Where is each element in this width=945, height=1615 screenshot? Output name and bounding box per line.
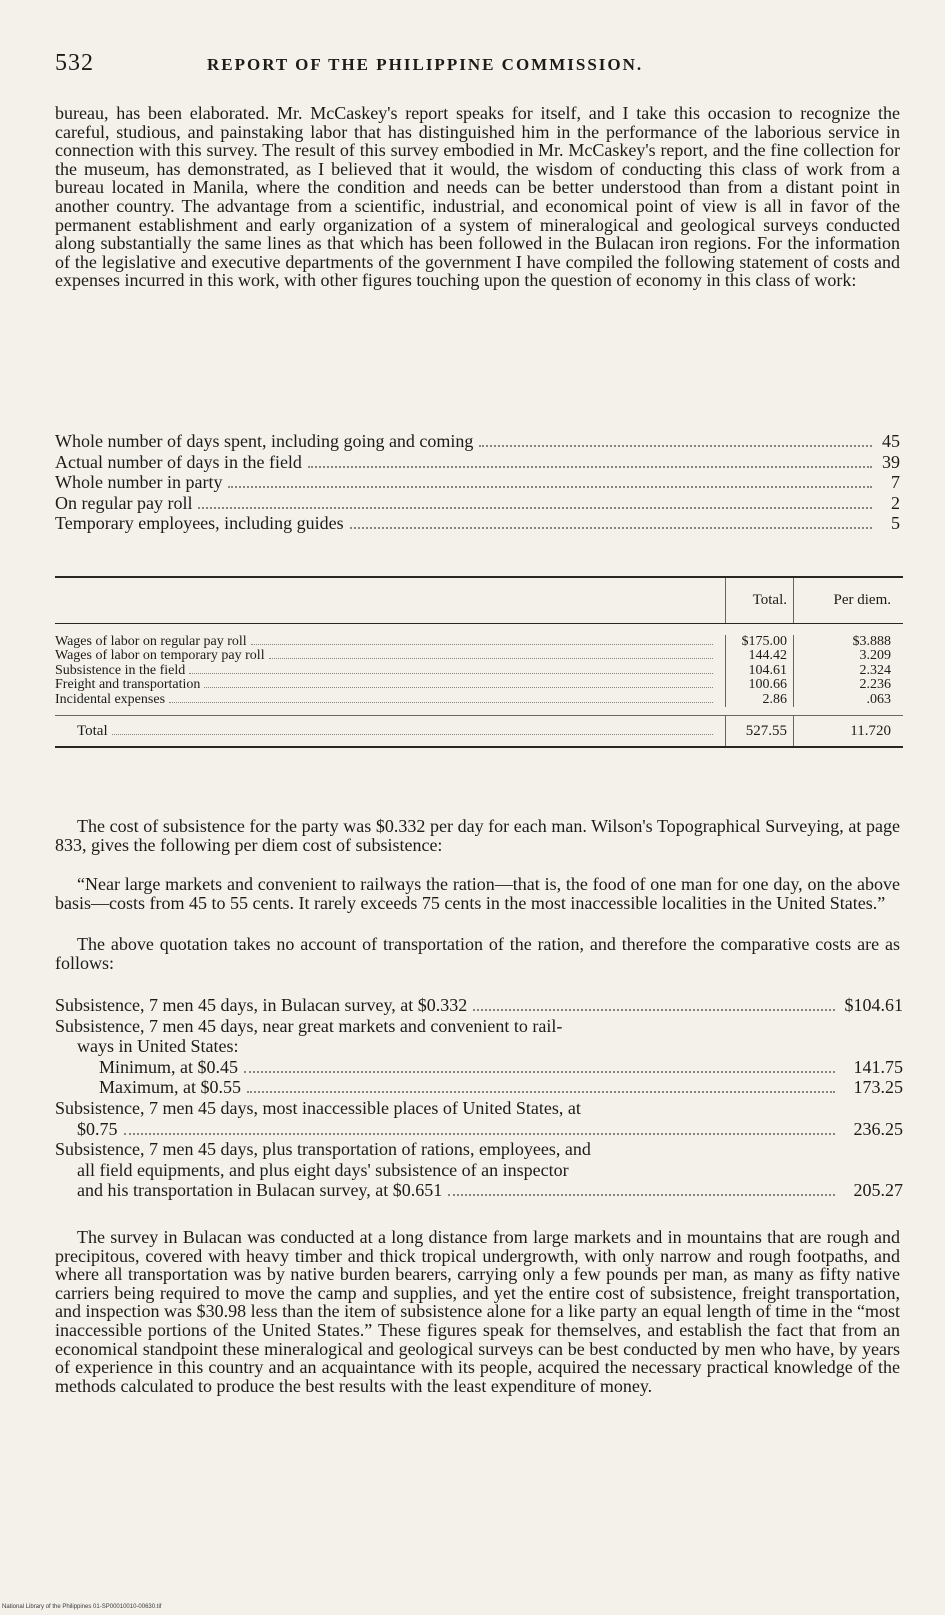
table-body <box>55 624 903 715</box>
table-row <box>55 678 903 692</box>
paragraph-intro: bureau, has been elaborated. Mr. McCaskey's report speaks for itself, and I take this occasion to recognize the careful, studious, and painstaking labor that has distinguished him in the performance of the laborious service in connection with this survey. The result of this survey embodied in Mr. McCaskey's report, and the fine collection for the museum, has demonstrated, as I believed that it would, the wisdom of conducting this class of work from a bureau located in Manila, where the condition and needs can be better understood than from a distant point in another country. The advantage from a scientific, industrial, and economical point of view is all in favor of the permanent establishment and early organization of a system of mineralogical and geological surveys conducted along substantially the same lines as that which has been followed in the Bulacan iron regions. For the information of the legislative and executive departments of the government I have compiled the following statement of costs and expenses incurred in this work, with other figures touching upon the question of economy in this class of work: <box>55 103 900 291</box>
running-title: REPORT OF THE PHILIPPINE COMMISSION. <box>207 55 644 74</box>
entry-value: $104.61 <box>844 995 903 1015</box>
entry-text: Subsistence, 7 men 45 days, most inaccessible places of United States, at <box>55 1097 581 1118</box>
row-total: 100.66 <box>725 678 793 692</box>
entry-value: 236.25 <box>853 1118 903 1139</box>
list-item-value: 39 <box>882 451 900 472</box>
list-item-value: 2 <box>891 492 900 513</box>
entry-text: Subsistence, 7 men 45 days, in Bulacan survey, at $0.332 <box>55 995 468 1015</box>
comparison-entry <box>55 1098 903 1139</box>
paragraph-comparative: The above quotation takes no account of transportation of the ration, and therefore the comparative costs are as follows: <box>55 934 900 973</box>
entry-text: and his transportation in Bulacan survey, at $0.651 <box>77 1180 443 1201</box>
page-number: 532 <box>55 50 94 76</box>
days-list <box>55 431 900 534</box>
entry-text: $0.75 <box>77 1118 118 1139</box>
row-per-diem: 3.209 <box>793 649 903 663</box>
list-item <box>55 452 900 473</box>
row-total: 104.61 <box>725 664 793 678</box>
row-total: 144.42 <box>725 649 793 663</box>
list-item-value: 5 <box>891 513 900 534</box>
table-row <box>55 664 903 678</box>
list-item <box>55 472 900 493</box>
list-item-label: Actual number of days in the field <box>55 451 302 472</box>
row-total: 2.86 <box>725 693 793 707</box>
list-item <box>55 493 900 514</box>
header-per-diem: Per diem. <box>793 578 903 623</box>
table-row <box>55 649 903 663</box>
comparison-entry <box>55 1139 903 1201</box>
table-total-row <box>55 715 903 746</box>
row-label: Subsistence in the field <box>55 662 186 678</box>
list-item <box>55 431 900 452</box>
entry-text: Minimum, at $0.45 <box>99 1056 238 1077</box>
row-total: $175.00 <box>725 635 793 649</box>
row-label: Wages of labor on regular pay roll <box>55 634 247 649</box>
entry-text: ways in United States: <box>77 1036 239 1057</box>
total-per-diem: 11.720 <box>793 716 903 746</box>
list-item-label: On regular pay roll <box>55 492 193 513</box>
header-total: Total. <box>725 578 793 623</box>
table-row <box>55 693 903 707</box>
list-item-label: Temporary employees, including guides <box>55 513 344 534</box>
paragraph-conclusion: The survey in Bulacan was conducted at a long distance from large markets and in mountains that are rough and precipitous, covered with heavy timber and thick tropical undergrowth, with only narrow and rough footpaths, and where all transportation was by native burden bearers, carrying only a few pounds per man, as many as fifty native carriers being required to move the camp and supplies, and yet the entire cost of subsistence, freight transportation, and inspection was $30.98 less than the item of subsistence alone for a like party an equal length of time in the “most inaccessible portions of the United States.” These figures speak for themselves, and establish the fact that from an economical standpoint these mineralogical and geological surveys can be best conducted by men who have, by years of experience in this country and an acquaintance with its people, acquired the necessary practical knowledge of the methods calculated to produce the best results with the least expenditure of money. <box>55 1227 900 1396</box>
list-item-label: Whole number in party <box>55 472 223 493</box>
list-item-value: 45 <box>882 431 900 451</box>
paragraph-subsistence-cost: The cost of subsistence for the party was $0.332 per day for each man. Wilson's Topographical Surveying, at page 833, gives the following per diem cost of subsistence: <box>55 816 900 855</box>
row-label: Wages of labor on temporary pay roll <box>55 648 265 664</box>
page-header <box>55 50 895 84</box>
entry-text: Maximum, at $0.55 <box>99 1077 241 1098</box>
cost-table <box>55 576 903 748</box>
scan-footer: National Library of the Philippines 01-SP00010010-00630.tif <box>2 1604 162 1610</box>
table-header <box>55 578 903 624</box>
list-item-label: Whole number of days spent, including going and coming <box>55 431 474 451</box>
total-label: Total <box>77 722 108 739</box>
row-label: Incidental expenses <box>55 691 166 707</box>
entry-value: 173.25 <box>853 1077 903 1098</box>
list-item <box>55 513 900 534</box>
entry-value: 141.75 <box>853 1056 903 1077</box>
list-item-value: 7 <box>891 472 900 493</box>
row-per-diem: 2.236 <box>793 678 903 692</box>
entry-text: Subsistence, 7 men 45 days, plus transportation of rations, employees, and <box>55 1139 591 1160</box>
table-row <box>55 635 903 649</box>
row-per-diem: $3.888 <box>793 635 903 649</box>
comparison-list <box>55 995 903 1201</box>
row-per-diem: 2.324 <box>793 664 903 678</box>
total-amount: 527.55 <box>725 716 793 746</box>
entry-value: 205.27 <box>853 1180 903 1201</box>
row-label: Freight and transportation <box>55 677 201 693</box>
comparison-entry <box>55 1016 903 1098</box>
row-per-diem: .063 <box>793 693 903 707</box>
entry-text: Subsistence, 7 men 45 days, near great markets and convenient to rail- <box>55 1015 563 1036</box>
entry-text: all field equipments, and plus eight days' subsistence of an inspector <box>77 1159 569 1180</box>
paragraph-quotation: “Near large markets and convenient to railways the ration—that is, the food of one man for one day, on the above basis—costs from 45 to 55 cents. It rarely exceeds 75 cents in the most inaccessible localities in the United States.” <box>55 874 900 913</box>
comparison-entry <box>55 995 903 1016</box>
